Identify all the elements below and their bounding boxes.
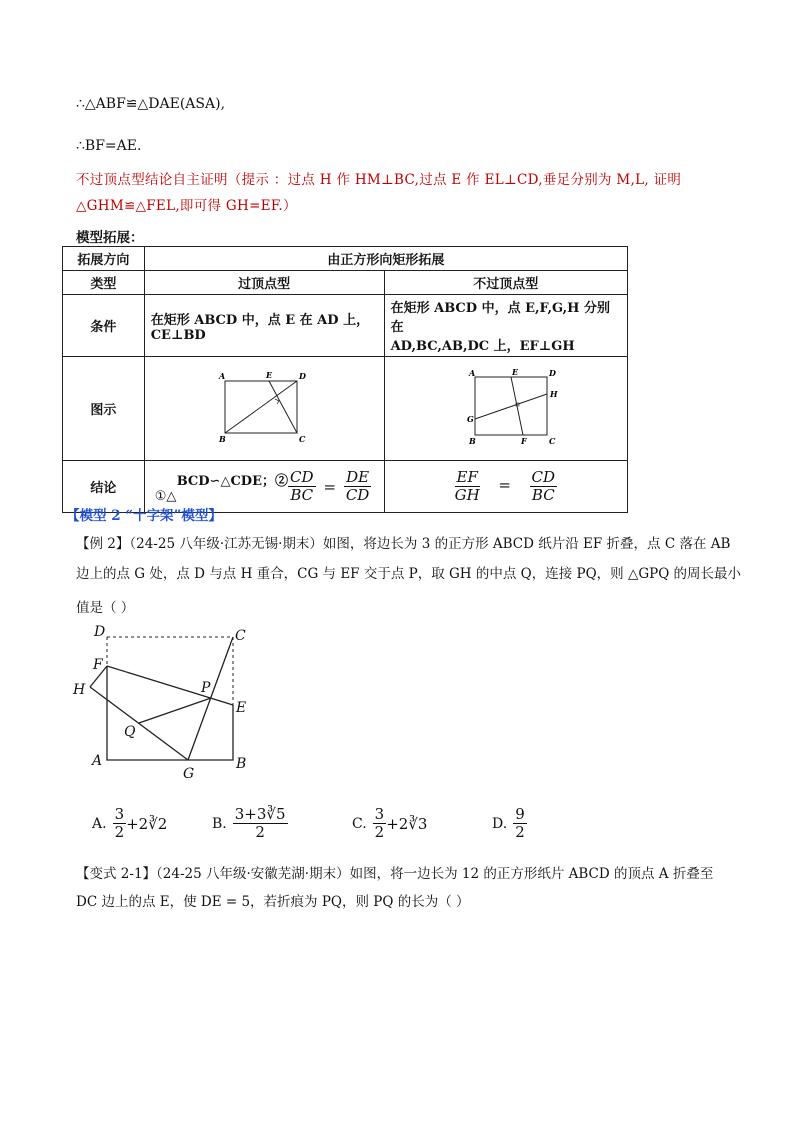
label-c: C	[235, 628, 246, 644]
label-c: C	[299, 433, 306, 444]
option-a-fraction: $\frac{3}{2}$	[114, 805, 125, 841]
label-a: A	[468, 367, 476, 378]
label-g: G	[183, 766, 195, 782]
label-a: A	[219, 370, 226, 381]
condition-1-line-a: 在矩形 ABCD 中，点 E 在 AD 上，	[150, 312, 370, 328]
equals-sign: =	[323, 477, 337, 496]
label-b: B	[219, 433, 226, 444]
folding-square-figure	[66, 622, 266, 782]
label-q: Q	[124, 724, 136, 740]
label-e: E	[236, 700, 247, 716]
label-b: B	[468, 435, 476, 446]
condition-not-through-vertex	[384, 295, 627, 357]
example-2-line-2: 边上的点 G 处，点 D 与点 H 重合，CG 与 EF 交于点 P，取 GH 的中点 Q，连接 PQ，则 △GPQ 的周长最小	[76, 566, 742, 582]
label-p: P	[201, 680, 211, 696]
label-c: C	[548, 435, 556, 446]
option-a-radical: +2∛2	[126, 814, 168, 833]
label-d: D	[548, 367, 556, 378]
label-d: D	[299, 370, 307, 381]
hint-line-2: △GHM≌△FEL,即可得 GH=EF.）	[76, 198, 297, 214]
fraction-cd-bc: $\frac{CD}{BC}$	[531, 468, 556, 504]
equals-sign: =	[498, 476, 511, 494]
option-b-fraction: $\frac{3+3∛5}{2}$	[234, 805, 286, 841]
example-2-line-3: 值是（ ）	[76, 600, 135, 616]
conclusion-1-prefix: ①△	[154, 488, 177, 504]
condition-1-line-b: CE⊥BD	[150, 327, 206, 343]
variant-line-2: DC 边上的点 E，使 DE = 5，若折痕为 PQ，则 PQ 的长为（ ）	[76, 894, 470, 910]
condition-through-vertex	[144, 295, 384, 357]
option-a-label: A.	[92, 815, 107, 832]
condition-2-line-a: 在矩形 ABCD 中，点 E,F,G,H 分别在	[390, 301, 610, 335]
row-condition-label: 条件	[63, 295, 145, 357]
label-b: B	[236, 756, 247, 772]
fraction-de-cd: $\frac{DE}{CD}$	[345, 468, 370, 504]
row-conclusion-label: 结论	[63, 461, 145, 513]
rectangle-figure-through-vertex	[209, 367, 319, 447]
figure-cell-1	[144, 357, 384, 461]
label-g: G	[466, 413, 474, 424]
label-e: E	[266, 369, 273, 380]
extension-title: 模型拓展：	[76, 230, 144, 246]
fraction-ef-gh: $\frac{EF}{GH}$	[454, 468, 480, 504]
example-2-line-1: 【例 2】（24-25 八年级·江苏无锡·期末）如图，将边长为 3 的正方形 ABCD 纸片沿 EF 折叠，点 C 落在 AB	[76, 536, 731, 552]
label-d: D	[94, 624, 106, 640]
label-h: H	[73, 682, 86, 698]
proof-line-1: ∴△ABF≌△DAE(ASA),	[76, 96, 226, 112]
conclusion-1-text: BCD∽△CDE；②	[176, 473, 288, 489]
option-d-label: D.	[492, 815, 508, 832]
rectangle-figure-not-through-vertex	[451, 367, 561, 447]
condition-2-line-b: AD,BC,AB,DC 上，EF⊥GH	[390, 339, 575, 354]
option-c-label: C.	[352, 815, 367, 832]
option-a[interactable]	[92, 806, 167, 841]
option-b-label: B.	[212, 815, 227, 832]
row-figure-label: 图示	[63, 357, 145, 461]
model-2-heading: 【模型 2 “十字架”模型】	[66, 508, 222, 524]
option-d[interactable]	[492, 806, 527, 841]
label-e: E	[511, 366, 518, 377]
option-b[interactable]	[212, 806, 288, 841]
type-through-vertex: 过顶点型	[144, 271, 384, 295]
type-not-through-vertex: 不过顶点型	[384, 271, 627, 295]
row-direction-value: 由正方形向矩形拓展	[144, 247, 627, 271]
option-d-fraction: $\frac{9}{2}$	[515, 805, 525, 841]
option-c-radical: +2∛3	[386, 814, 428, 833]
conclusion-not-through-vertex	[384, 461, 627, 513]
fraction-cd-bc: $\frac{CD}{BC}$	[289, 468, 314, 504]
label-f: F	[93, 657, 103, 673]
figure-cell-2	[384, 357, 627, 461]
row-type-label: 类型	[63, 271, 145, 295]
label-h: H	[549, 388, 558, 399]
extension-table	[62, 246, 628, 513]
option-c-fraction: $\frac{3}{2}$	[374, 805, 385, 841]
hint-line-1: 不过顶点型结论自主证明（提示 ：过点 H 作 HM⊥BC,过点 E 作 EL⊥CD,垂足分别为 M,L, 证明	[76, 172, 682, 188]
row-direction-label: 拓展方向	[63, 247, 145, 271]
proof-line-2: ∴BF=AE.	[76, 138, 142, 154]
variant-line-1: 【变式 2-1】（24-25 八年级·安徽芜湖·期末）如图，将一边长为 12 的正方形纸片 ABCD 的顶点 A 折叠至	[76, 866, 714, 882]
label-a: A	[92, 753, 103, 769]
label-f: F	[520, 435, 527, 446]
option-c[interactable]	[352, 806, 427, 841]
